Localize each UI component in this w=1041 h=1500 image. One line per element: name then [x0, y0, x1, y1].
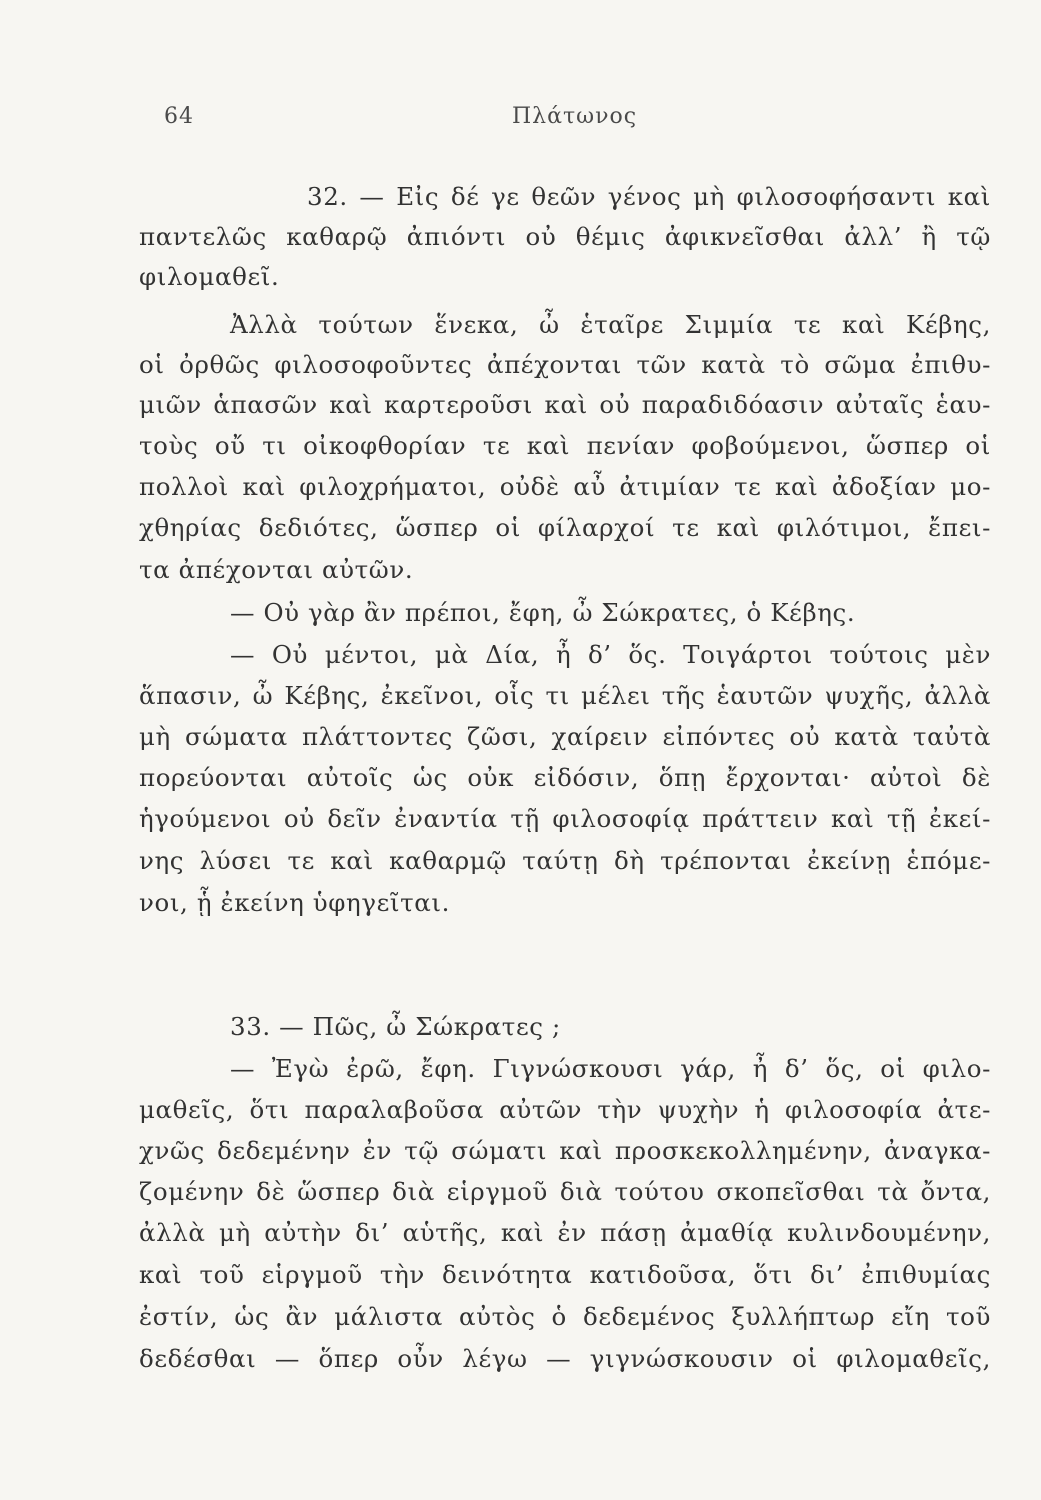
- text-line: χνῶς δεδεμένην ἐν τῷ σώματι καὶ προσκεκολλημένην, ἀναγκα-: [139, 1136, 991, 1165]
- text-line: μὴ σώματα πλάττοντες ζῶσι, χαίρειν εἰπόντες οὐ κατὰ ταὐτὰ: [139, 722, 991, 751]
- text-line: δεδέσθαι — ὅπερ οὖν λέγω — γιγνώσκουσιν οἱ φιλομαθεῖς,: [139, 1344, 991, 1373]
- text-line: — Ἐγὼ ἐρῶ, ἔφη. Γιγνώσκουσι γάρ, ἦ δ’ ὅς, οἱ φιλο-: [230, 1054, 991, 1083]
- text-line: φιλομαθεῖ.: [139, 262, 280, 291]
- text-line: μιῶν ἁπασῶν καὶ καρτεροῦσι καὶ οὐ παραδιδόασιν αὐταῖς ἑαυ-: [139, 390, 991, 419]
- text-line: ζομένην δὲ ὥσπερ διὰ εἱργμοῦ διὰ τούτου σκοπεῖσθαι τὰ ὄντα,: [139, 1177, 991, 1206]
- text-line: νοι, ᾗ ἐκείνη ὑφηγεῖται.: [139, 888, 450, 917]
- text-line: πορεύονται αὐτοῖς ὡς οὐκ εἰδόσιν, ὅπῃ ἔρχονται· αὐτοὶ δὲ: [139, 763, 991, 792]
- text-line: οἱ ὀρθῶς φιλοσοφοῦντες ἀπέχονται τῶν κατὰ τὸ σῶμα ἐπιθυ-: [139, 350, 991, 379]
- text-line: 32. — Εἰς δέ γε θεῶν γένος μὴ φιλοσοφήσαντι καὶ: [307, 182, 991, 211]
- text-line: — Οὐ γὰρ ἂν πρέποι, ἔφη, ὦ Σώκρατες, ὁ Κέβης.: [230, 598, 856, 627]
- text-line: ἀλλὰ μὴ αὐτὴν δι’ αὑτῆς, καὶ ἐν πάσῃ ἀμαθίᾳ κυλινδουμένην,: [139, 1218, 991, 1247]
- text-line: ἡγούμενοι οὐ δεῖν ἐναντία τῇ φιλοσοφίᾳ πράττειν καὶ τῇ ἐκεί-: [139, 804, 991, 833]
- page-number: 64: [164, 104, 194, 129]
- section-heading: 33. — Πῶς, ὦ Σώκρατες ;: [230, 1012, 561, 1041]
- text-line: — Οὐ μέντοι, μὰ Δία, ἦ δ’ ὅς. Τοιγάρτοι τούτοις μὲν: [230, 640, 991, 669]
- text-line: νης λύσει τε καὶ καθαρμῷ ταύτῃ δὴ τρέπονται ἐκείνῃ ἑπόμε-: [139, 846, 991, 875]
- text-line: τα ἀπέχονται αὐτῶν.: [139, 555, 414, 584]
- text-line: ἅπασιν, ὦ Κέβης, ἐκεῖνοι, οἷς τι μέλει τῆς ἑαυτῶν ψυχῆς, ἀλλὰ: [139, 681, 991, 710]
- text-line: μαθεῖς, ὅτι παραλαβοῦσα αὐτῶν τὴν ψυχὴν ἡ φιλοσοφία ἀτε-: [139, 1095, 991, 1124]
- text-line: Ἀλλὰ τούτων ἕνεκα, ὦ ἑταῖρε Σιμμία τε καὶ Κέβης,: [230, 310, 991, 339]
- text-line: τοὺς οὔ τι οἰκοφθορίαν τε καὶ πενίαν φοβούμενοι, ὥσπερ οἱ: [139, 431, 991, 460]
- text-line: χθηρίας δεδιότες, ὥσπερ οἱ φίλαρχοί τε καὶ φιλότιμοι, ἔπει-: [139, 513, 991, 542]
- text-line: ἐστίν, ὡς ἂν μάλιστα αὐτὸς ὁ δεδεμένος ξυλλήπτωρ εἴη τοῦ: [139, 1302, 991, 1331]
- running-head: Πλάτωνος: [512, 104, 638, 129]
- text-line: πολλοὶ καὶ φιλοχρήματοι, οὐδὲ αὖ ἀτιμίαν τε καὶ ἀδοξίαν μο-: [139, 472, 991, 501]
- text-line: παντελῶς καθαρῷ ἀπιόντι οὐ θέμις ἀφικνεῖσθαι ἀλλ’ ἢ τῷ: [139, 222, 991, 251]
- text-line: καὶ τοῦ εἱργμοῦ τὴν δεινότητα κατιδοῦσα, ὅτι δι’ ἐπιθυμίας: [139, 1260, 991, 1289]
